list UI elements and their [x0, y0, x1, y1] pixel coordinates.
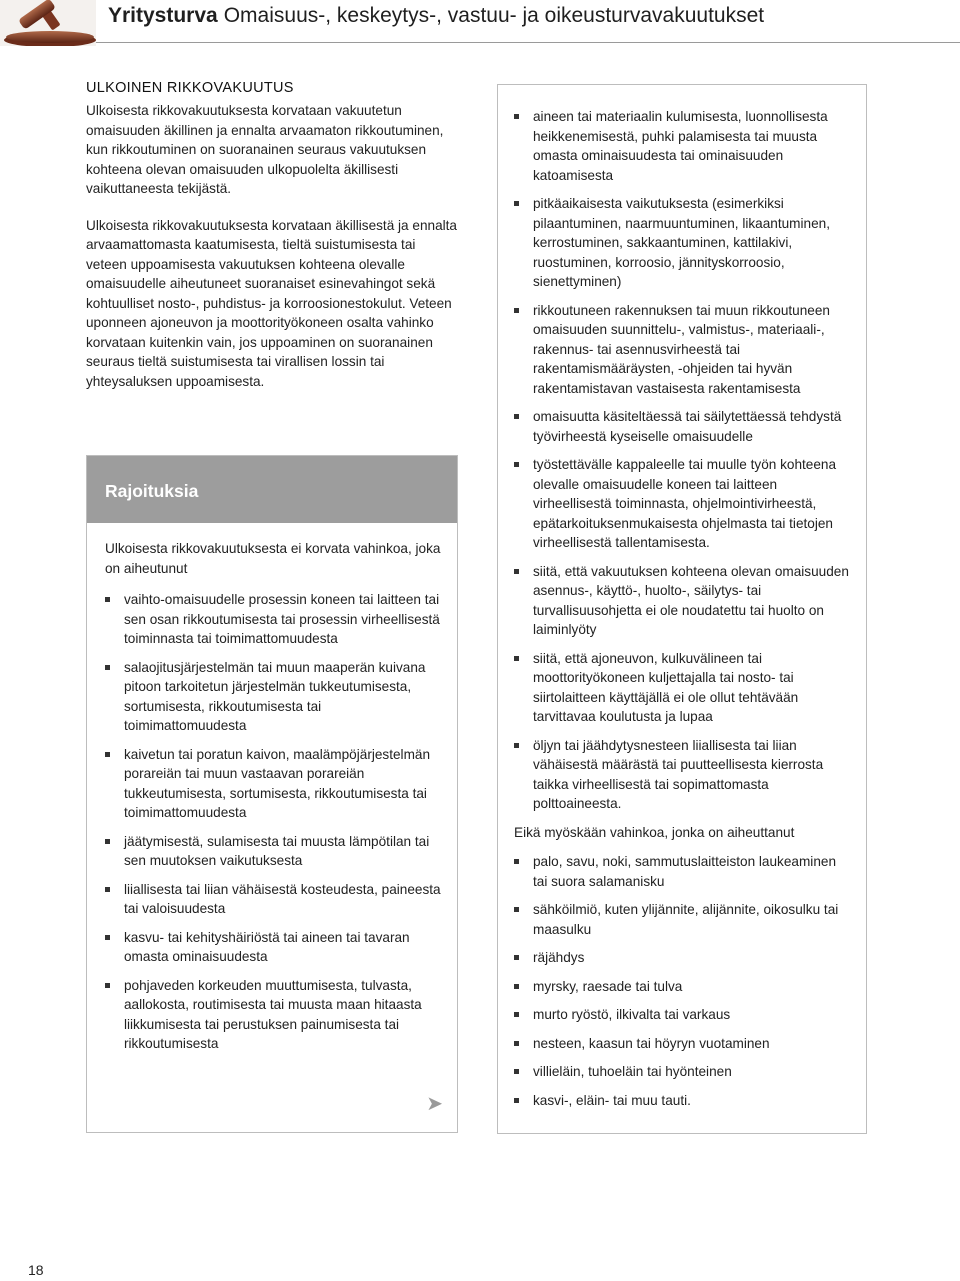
list-item: vaihto-omaisuudelle prosessin koneen tai laitteen tai sen osan rikkoutumisesta tai prosessin virheellisestä toiminnasta tai toimimattomuudesta [105, 590, 443, 649]
continue-arrow-icon: ➤ [426, 1093, 443, 1115]
list-item: rikkoutuneen rakennuksen tai muun rikkoutuneen omaisuuden suunnittelu-, valmistus-, materiaali-, rakennus- tai asennusvirheestä tai rakentamismääräysten, -ohjeiden tai hyvän rakentamistavan vastaisesta rakentamisesta [514, 301, 854, 399]
list-item: omaisuutta käsiteltäessä tai säilytettäessä tehdystä työvirheestä kyseiselle omaisuudelle [514, 407, 854, 446]
also-excluded-intro: Eikä myöskään vahinkoa, jonka on aiheuttanut [514, 824, 795, 840]
list-item: pohjaveden korkeuden muuttumisesta, tulvasta, aallokosta, routimisesta tai muusta maan hitaasta liikkumisesta tai perustuksen painumisesta tai rikkoutumisesta [105, 976, 443, 1054]
list-item: salaojitusjärjestelmän tai muun maaperän kuivana pitoon tarkoitetun järjestelmän tukkeutumisesta, sortumisesta, rikkoutumisesta tai toimimattomuudesta [105, 658, 443, 736]
list-item: siitä, että vakuutuksen kohteena olevan omaisuuden asennus-, käyttö-, huolto-, säilytys- tai turvallisuusohjetta ei ole noudatettu tai huolto on laiminlyöty [514, 562, 854, 640]
list-item: kasvu- tai kehityshäiriöstä tai aineen tai tavaran omasta ominaisuudesta [105, 928, 443, 967]
list-item: myrsky, raesade tai tulva [514, 977, 854, 997]
right-panel [497, 84, 867, 1134]
list-item: siitä, että ajoneuvon, kulkuvälineen tai moottorityökoneen kuljettajalla tai nosto- tai siirtolaitteen käyttäjällä ei ole ollut tehtävään tarvittavaa koulutusta ja lupaa [514, 649, 854, 727]
restrictions-body [87, 523, 457, 1054]
gavel-logo-icon [0, 0, 96, 46]
restrictions-box [86, 455, 458, 1133]
page-number: 18 [28, 1262, 44, 1278]
list-item: räjähdys [514, 948, 854, 968]
section-heading: ULKOINEN RIKKOVAKUUTUS [86, 80, 294, 96]
brand-name: Yritysturva [108, 4, 218, 27]
section-paragraph-1: Ulkoisesta rikkovakuutuksesta korvataan vakuutetun omaisuuden äkillinen ja ennalta arvaamaton rikkoutuminen, kun rikkoutuminen on suoranainen seuraus vakuutuksen kohteena olevan omaisuuden ulkopuolelta äkillisesti vaikuttaneesta tekijästä. [86, 103, 444, 196]
exclusions-list [514, 107, 854, 814]
right-panel-body [498, 85, 866, 1110]
list-item: työstettävälle kappaleelle tai muulle työn kohteena olevalle omaisuudelle koneen tai laitteen virheellisestä toiminnasta, ohjelmointivirheestä, epätarkoituksenmukaisesta ohjelmasta tai tietojen virheellisestä tallentamisesta. [514, 455, 854, 553]
list-item: palo, savu, noki, sammutuslaitteiston laukeaminen tai suora salamanisku [514, 852, 854, 891]
restrictions-intro: Ulkoisesta rikkovakuutuksesta ei korvata vahinkoa, joka on aiheutunut [105, 541, 441, 576]
restrictions-list [105, 590, 443, 1054]
page-title [108, 4, 764, 28]
causes-list [514, 852, 854, 1110]
restrictions-title: Rajoituksia [87, 456, 457, 523]
list-item: aineen tai materiaalin kulumisesta, luonnollisesta heikkenemisestä, puhki palamisesta tai muusta omasta ominaisuudesta tai ominaisuuden katoamisesta [514, 107, 854, 185]
list-item: nesteen, kaasun tai höyryn vuotaminen [514, 1034, 854, 1054]
list-item: pitkäaikaisesta vaikutuksesta (esimerkiksi pilaantuminen, naarmuuntuminen, likaantuminen, kerrostuminen, sakkaantuminen, kattilakivi, ruostuminen, korroosio, jännityskorroosio, sienettyminen) [514, 194, 854, 292]
page-subtitle: Omaisuus-, keskeytys-, vastuu- ja oikeusturvavakuutukset [223, 4, 765, 27]
list-item: kasvi-, eläin- tai muu tauti. [514, 1091, 854, 1111]
header-rule [96, 42, 960, 43]
left-column [86, 80, 458, 391]
list-item: villieläin, tuhoeläin tai hyönteinen [514, 1062, 854, 1082]
page-header [0, 0, 960, 46]
list-item: liiallisesta tai liian vähäisestä kosteudesta, paineesta tai valoisuudesta [105, 880, 443, 919]
list-item: murto ryöstö, ilkivalta tai varkaus [514, 1005, 854, 1025]
list-item: öljyn tai jäähdytysnesteen liiallisesta tai liian vähäisestä määrästä tai puutteellisesta kierrosta taikka virheellisestä tai sopimattomasta polttoaineesta. [514, 736, 854, 814]
section-paragraph-2: Ulkoisesta rikkovakuutuksesta korvataan äkillisestä ja ennalta arvaamattomasta kaatumisesta, tieltä suistumisesta tai veteen uppoamisesta vakuutuksen kohteena olevalle omaisuudelle aiheutuneet suoranaiset esinevahingot sekä kohtuulliset nosto-, puhdistus- ja korroosionestokulut. Veteen uponneen ajoneuvon ja moottorityökoneen osalta vahinko korvataan kuitenkin vain, jos uppoaminen on suoranainen seuraus tieltä suistumisesta tai virallisen lossin tai yhteysaluksen uppoamisesta. [86, 217, 457, 389]
list-item: sähköilmiö, kuten ylijännite, alijännite, oikosulku tai maasulku [514, 900, 854, 939]
list-item: kaivetun tai poratun kaivon, maalämpöjärjestelmän porareiän tai muun vastaavan porareiän tukkeutumisesta, sortumisesta, rikkoutumisesta tai toimimattomuudesta [105, 745, 443, 823]
list-item: jäätymisestä, sulamisesta tai muusta lämpötilan tai sen muutoksen vaikutuksesta [105, 832, 443, 871]
